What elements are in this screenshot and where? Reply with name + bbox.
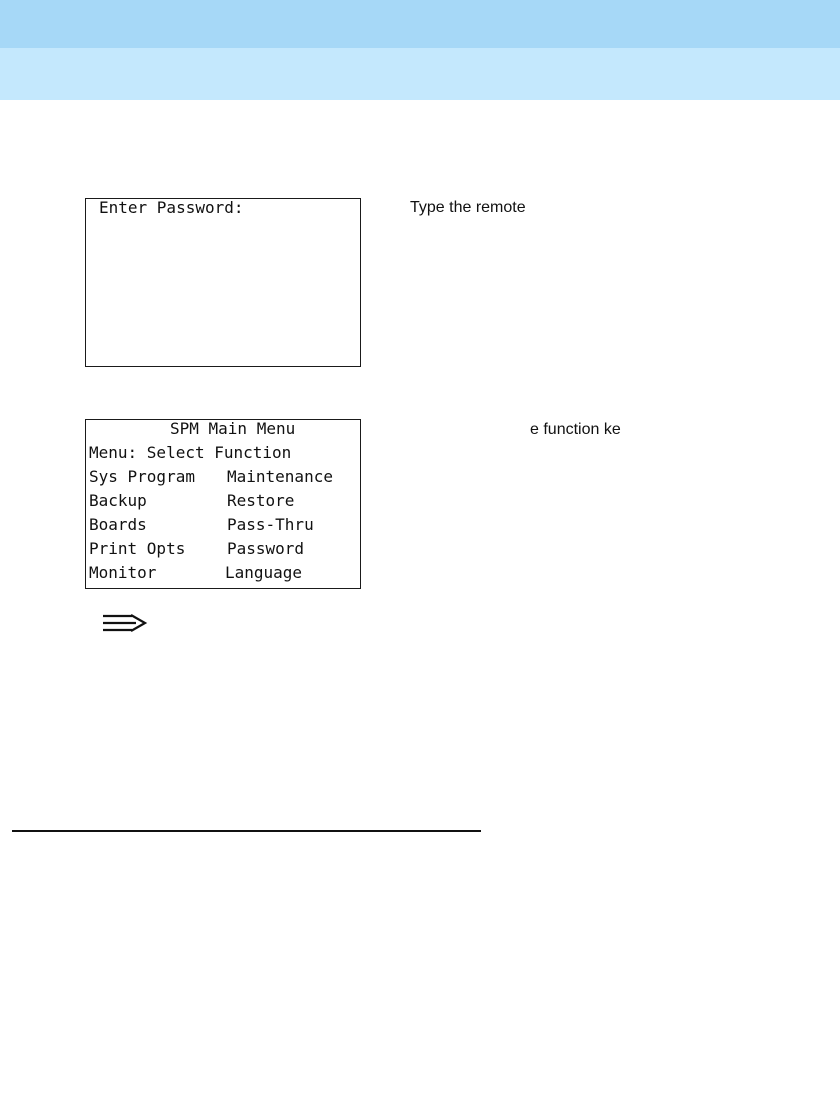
header-band-top bbox=[0, 0, 840, 48]
menu-option-maintenance: Maintenance bbox=[227, 467, 333, 486]
menu-option-language: Language bbox=[225, 563, 303, 582]
menu-option-password: Password bbox=[227, 539, 305, 558]
password-instruction: Type the remote bbox=[410, 199, 526, 216]
menu-option-print-opts: Print Opts bbox=[89, 539, 186, 558]
menu-option-pass-thru: Pass-Thru bbox=[227, 515, 314, 534]
menu-subtitle: Menu: Select Function bbox=[89, 443, 292, 462]
main-menu-display-screen bbox=[85, 419, 361, 589]
menu-title: SPM Main Menu bbox=[170, 419, 296, 438]
menu-option-monitor: Monitor bbox=[89, 563, 157, 582]
menu-option-restore: Restore bbox=[227, 491, 295, 510]
menu-option-boards: Boards bbox=[89, 515, 147, 534]
note-pencil-icon bbox=[102, 613, 148, 633]
menu-option-backup: Backup bbox=[89, 491, 147, 510]
header-band-bottom bbox=[0, 48, 840, 100]
menu-option-sys-program: Sys Program bbox=[89, 467, 195, 486]
password-prompt: Enter Password: bbox=[99, 198, 244, 217]
password-display-screen bbox=[85, 198, 361, 367]
menu-instruction: e function ke bbox=[530, 421, 621, 438]
section-divider-rule bbox=[12, 830, 481, 832]
